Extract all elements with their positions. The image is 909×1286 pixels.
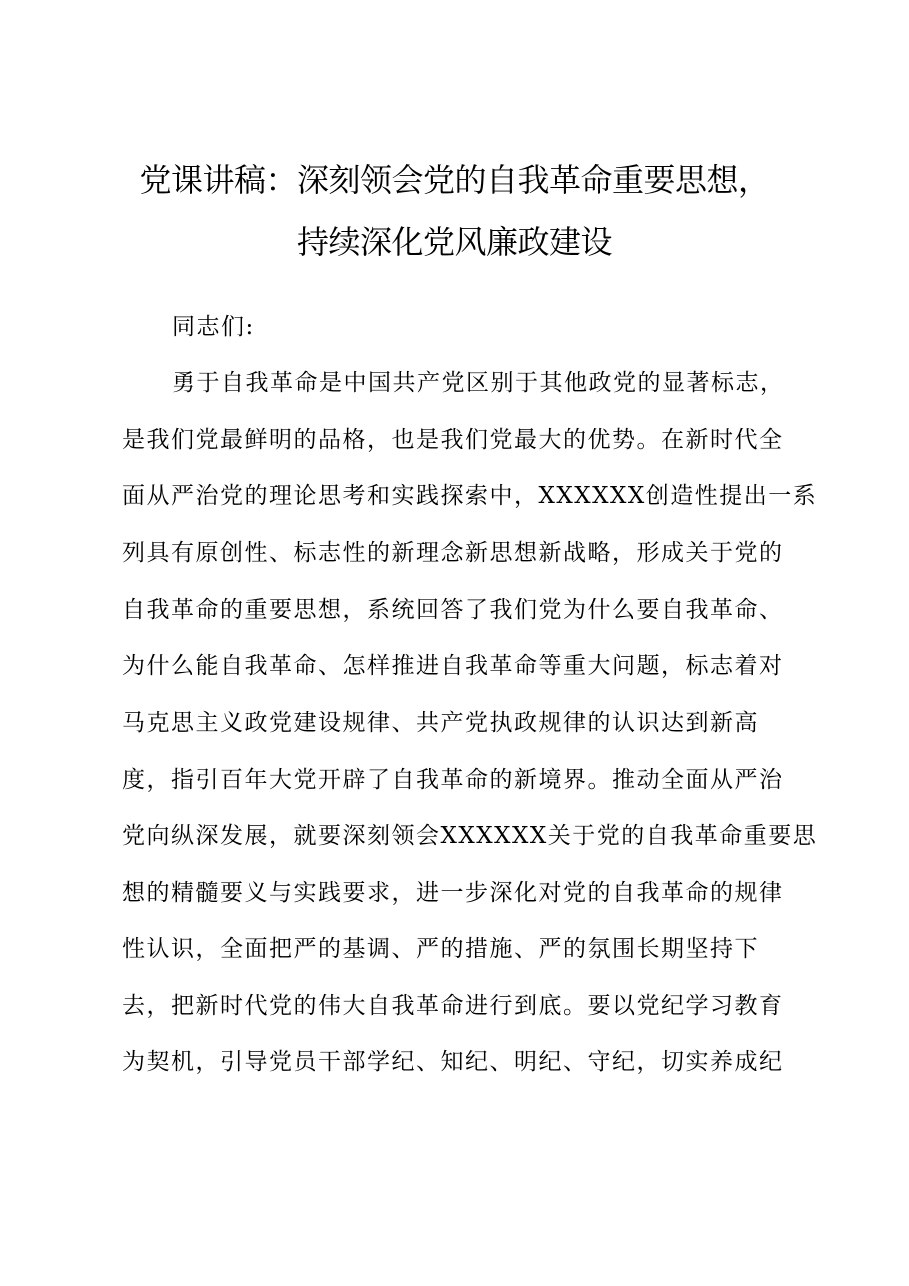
- document-title-line-1: 党课讲稿：深刻领会党的自我革命重要思想，: [139, 161, 770, 199]
- paragraph-line: 面从严治党的理论思考和实践探索中，XXXXXX创造性提出一系: [122, 483, 818, 509]
- paragraph-line: 党向纵深发展，就要深刻领会XXXXXX关于党的自我革命重要思: [122, 823, 818, 849]
- salutation: 同志们:: [172, 314, 255, 340]
- paragraph-line: 列具有原创性、标志性的新理念新思想新战略，形成关于党的: [122, 540, 784, 566]
- paragraph-line: 为什么能自我革命、怎样推进自我革命等重大问题，标志着对: [122, 653, 784, 679]
- paragraph-line: 去，把新时代党的伟大自我革命进行到底。要以党纪学习教育: [122, 993, 784, 1019]
- paragraph-line: 马克思主义政党建设规律、共产党执政规律的认识达到新高: [122, 710, 759, 736]
- paragraph-line: 想的精髓要义与实践要求，进一步深化对党的自我革命的规律: [122, 880, 784, 906]
- paragraph-line: 自我革命的重要思想，系统回答了我们党为什么要自我革命、: [122, 597, 784, 623]
- paragraph-line: 是我们党最鲜明的品格，也是我们党最大的优势。在新时代全: [122, 427, 784, 453]
- paragraph-line: 性认识，全面把严的基调、严的措施、严的氛围长期坚持下: [122, 936, 759, 962]
- document-title-line-2: 持续深化党风廉政建设: [296, 223, 612, 261]
- paragraph-line: 为契机，引导党员干部学纪、知纪、明纪、守纪，切实养成纪: [122, 1049, 784, 1075]
- paragraph-line: 度，指引百年大党开辟了自我革命的新境界。推动全面从严治: [122, 767, 784, 793]
- paragraph-line: 勇于自我革命是中国共产党区别于其他政党的显著标志，: [172, 370, 785, 396]
